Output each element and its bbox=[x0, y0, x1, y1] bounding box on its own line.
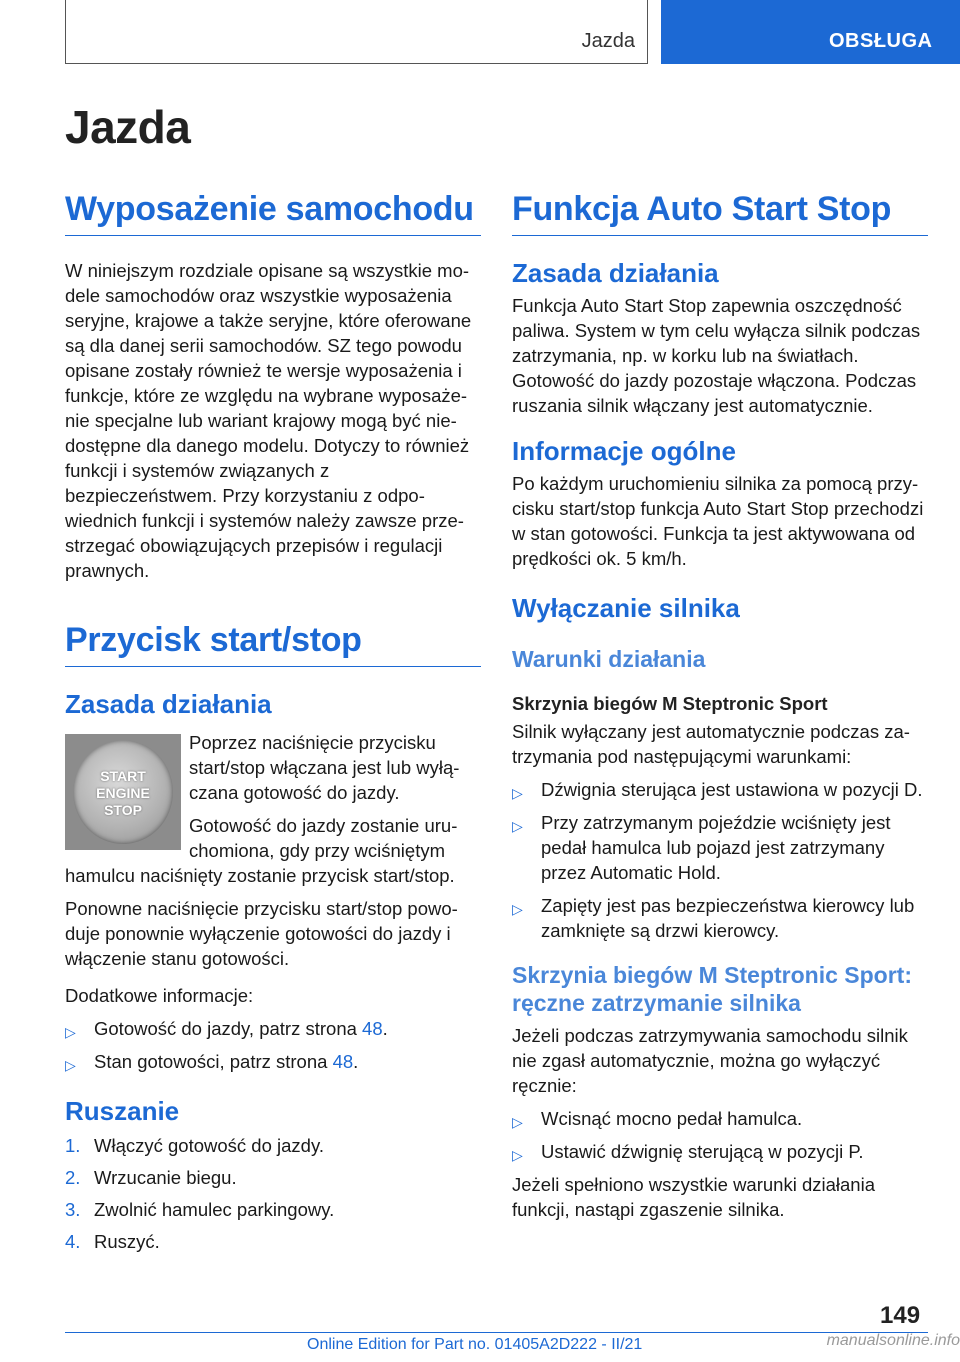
page-link[interactable]: 48 bbox=[362, 1018, 383, 1039]
heading-equipment: Wyposażenie samochodu bbox=[65, 190, 481, 236]
start-label-line2: ENGINE bbox=[96, 785, 150, 801]
list-item: ▷ Ustawić dźwignię sterującą w pozycji P. bbox=[512, 1139, 928, 1164]
gearbox-paragraph: Silnik wyłączany jest automatycznie podczas zatrzymania pod następującymi warunkami: bbox=[512, 721, 910, 767]
footer-edition: Online Edition for Part no. 01405A2D222 - II/21 bbox=[307, 1336, 643, 1353]
start-stop-button-image bbox=[65, 734, 181, 850]
driving-off-steps bbox=[65, 1133, 481, 1254]
triangle-bullet-icon: ▷ bbox=[512, 1114, 523, 1130]
triangle-bullet-icon: ▷ bbox=[65, 1024, 76, 1040]
press-paragraph: Poprzez naciśnięcie przycisku start/stop włączana jest lub wyłączana gotowość do jazdy. bbox=[189, 732, 460, 803]
heading-driving-off: Ruszanie bbox=[65, 1096, 180, 1126]
more-info-label: Dodatkowe informacje: bbox=[65, 985, 254, 1006]
list-item: 3. Zwolnić hamulec parkingowy. bbox=[65, 1199, 335, 1220]
list-item: ▷ Gotowość do jazdy, patrz strona 48. bbox=[65, 1016, 481, 1041]
triangle-bullet-icon: ▷ bbox=[512, 785, 523, 801]
list-item: ▷ Dźwignia sterująca jest ustawiona w pozycji D. bbox=[512, 777, 928, 802]
conditions-list bbox=[512, 777, 928, 943]
equipment-paragraph: W niniejszym rozdziale opisane są wszystkie modele samochodów oraz wszystkie wyposażenia seryjne, krajowe a także seryjne, które oferowane są dla danej serii samochodów. SZ tego powodu opisane zostały również te wersje wyposażenia i funkcje, które ze względu na wybrane wyposażenie specjalne lub wariant krajowy mogą być niedostępne dla danego modelu. Dotyczy to również funkcji i systemów związanych z bezpieczeństwem. Przy korzystaniu z odpowiednich funkcji i systemów należy zawsze przestrzegać obowiązujących przepisów i regulacji prawnych. bbox=[65, 260, 472, 581]
page-title: Jazda bbox=[65, 101, 191, 153]
page-link[interactable]: 48 bbox=[332, 1051, 354, 1072]
start-stop-label bbox=[73, 768, 173, 819]
press-again-paragraph: Ponowne naciśnięcie przycisku start/stop powoduje ponownie wyłączenie gotowości do jazdy i włączenie stanu gotowości. bbox=[65, 898, 458, 969]
heading-gearbox: Skrzynia biegów M Steptronic Sport bbox=[512, 693, 828, 714]
general-paragraph: Po każdym uruchomieniu silnika za pomocą przycisku start/stop funkcja Auto Start Stop przechodzi w stan gotowości. Funkcja ta jest aktywowana od prędkości ok. 5 km/h. bbox=[512, 473, 924, 569]
more-info-list bbox=[65, 1016, 481, 1074]
list-item: ▷ Zapięty jest pas bezpieczeństwa kierowcy lub zamknięte są drzwi kierowcy. bbox=[512, 895, 915, 941]
triangle-bullet-icon: ▷ bbox=[65, 1057, 76, 1073]
heading-auto-start-stop: Funkcja Auto Start Stop bbox=[512, 190, 928, 236]
heading-conditions: Warunki działania bbox=[512, 646, 706, 672]
triangle-bullet-icon: ▷ bbox=[512, 901, 523, 917]
list-item: 1. Włączyć gotowość do jazdy. bbox=[65, 1135, 324, 1156]
list-item: 2. Wrzucanie biegu. bbox=[65, 1167, 237, 1188]
list-item: ▷ Przy zatrzymanym pojeździe wciśnięty jest pedał hamulca lub pojazd jest zatrzymany przez Automatic Hold. bbox=[512, 812, 891, 883]
triangle-bullet-icon: ▷ bbox=[512, 1147, 523, 1163]
manual-list bbox=[512, 1106, 928, 1164]
principle-paragraph: Funkcja Auto Start Stop zapewnia oszczędność paliwa. System w tym celu wyłącza silnik podczas zatrzymania, np. w korku lub na światłach. Gotowość do jazdy pozostaje włączona. Podczas ruszania silnik włączany jest automatycznie. bbox=[512, 295, 921, 416]
right-column bbox=[512, 190, 928, 1222]
start-label-line1: START bbox=[100, 768, 146, 784]
heading-principle-right: Zasada działania bbox=[512, 258, 719, 288]
heading-start-stop-button: Przycisk start/stop bbox=[65, 621, 481, 667]
manual-paragraph: Jeżeli podczas zatrzymywania samochodu silnik nie zgasł automatycznie, można go wyłączyć ręcznie: bbox=[512, 1025, 908, 1096]
list-item: ▷ Stan gotowości, patrz strona 48. bbox=[65, 1049, 481, 1074]
list-item: ▷ Wcisnąć mocno pedał hamulca. bbox=[512, 1106, 928, 1131]
header-chapter: Jazda bbox=[581, 30, 635, 52]
start-stop-button-graphic bbox=[73, 740, 173, 844]
start-label-line3: STOP bbox=[104, 802, 142, 818]
header-section: OBSŁUGA bbox=[829, 30, 933, 52]
button-section bbox=[65, 730, 481, 888]
ready-paragraph: Gotowość do jazdy zostanie uruchomiona, gdy przy wciśniętym hamulcu naciśnięty zostanie przycisk start/stop. bbox=[65, 815, 458, 886]
heading-manual-stop: Skrzynia biegów M Steptronic Sport: ręczne zatrzymanie silnika bbox=[512, 962, 912, 1016]
triangle-bullet-icon: ▷ bbox=[512, 818, 523, 834]
header-chapter-box bbox=[65, 0, 648, 64]
header-section-tab bbox=[661, 0, 960, 64]
heading-principle-left: Zasada działania bbox=[65, 689, 272, 719]
footer-divider bbox=[65, 1332, 928, 1333]
list-item: 4. Ruszyć. bbox=[65, 1231, 160, 1252]
footer-watermark: manualsonline.info bbox=[826, 1332, 960, 1349]
final-paragraph: Jeżeli spełniono wszystkie warunki działania funkcji, nastąpi zgaszenie silnika. bbox=[512, 1174, 875, 1220]
left-column bbox=[65, 190, 481, 1254]
heading-general-info: Informacje ogólne bbox=[512, 436, 736, 466]
heading-engine-off: Wyłączanie silnika bbox=[512, 593, 740, 623]
page-number: 149 bbox=[880, 1302, 921, 1329]
